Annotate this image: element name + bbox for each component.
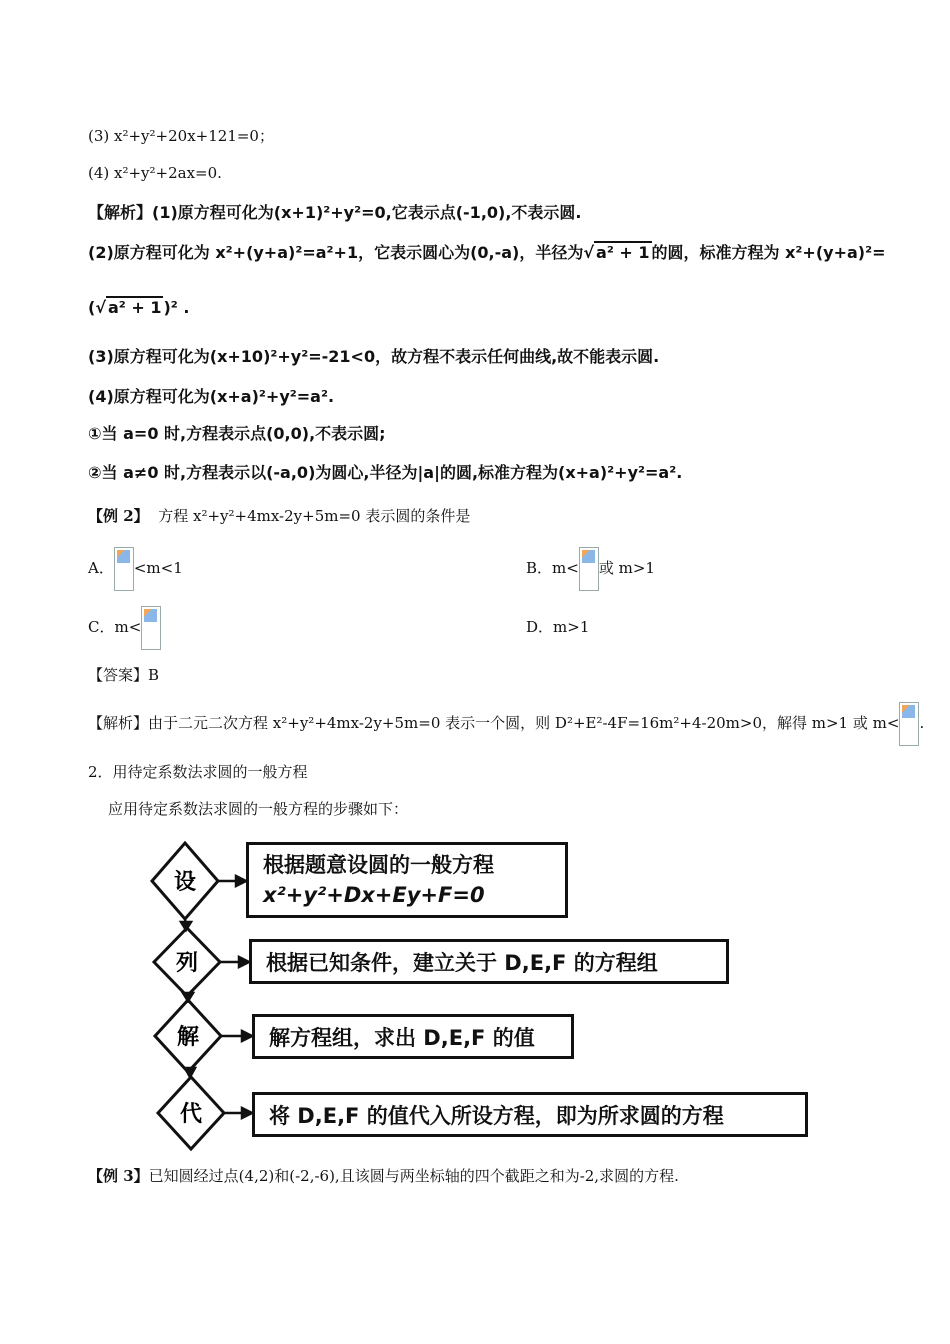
section-2-title: 2．用待定系数法求圆的一般方程 [88, 763, 308, 781]
sqrt-expression-2: √ a² + 1 [95, 298, 162, 317]
flow-node-label: 列 [175, 951, 199, 976]
flow-step-3-box: 解方程组，求出 D,E,F 的值 [252, 1014, 574, 1059]
flow-node-label: 代 [179, 1102, 203, 1127]
option-c: C．m< [88, 604, 161, 650]
analysis-text: (1)原方程可化为(x+1)²+y²=0,它表示点(-1,0),不表示圆. [152, 203, 582, 222]
item-3: (3) x²+y²+20x+121=0； [88, 127, 274, 145]
answer-line: 【答案】B [88, 666, 160, 684]
example-3-label: 【例 3】 [88, 1167, 149, 1185]
analysis-1-line-6: ②当 a≠0 时,方程表示以(-a,0)为圆心,半径为|a|的圆,标准方程为(x+a)²+y²=a². [88, 463, 683, 482]
flow-node-diamond [152, 843, 218, 919]
analysis-1-line-5: ①当 a=0 时,方程表示点(0,0),不表示圆; [88, 424, 386, 443]
option-a: A． <m<1 [88, 545, 183, 591]
flow-node-diamond [155, 1000, 221, 1072]
section-2-intro: 应用待定系数法求圆的一般方程的步骤如下： [108, 800, 409, 818]
sqrt-expression: √ a² + 1 [583, 243, 650, 262]
option-b: B．m< 或 m>1 [526, 545, 655, 591]
flow-node-diamond [154, 928, 220, 996]
flow-node-label: 设 [173, 870, 197, 895]
analysis-1-line-2-cont: (√ a² + 1 )² . [88, 298, 190, 317]
example-3 [88, 1166, 679, 1186]
analysis-1-line-4: (4)原方程可化为(x+a)²+y²=a². [88, 387, 335, 406]
flow-step-1-equation: x²+y²+Dx+Ey+F=0 [263, 883, 485, 907]
flow-node-diamond [158, 1077, 224, 1149]
example-2-label: 【例 2】 [88, 507, 149, 525]
flow-step-1-text: 根据题意设圆的一般方程 [263, 853, 494, 877]
example-2-analysis: 【解析】由于二元二次方程 x²+y²+4mx-2y+5m=0 表示一个圆，则 D²+E²-4F=16m²+4-20m>0，解得 m>1 或 m< . [88, 700, 924, 746]
analysis-1-line-2: (2)原方程可化为 x²+(y+a)²=a²+1，它表示圆心为(0,-a)，半径为√ a² + 1 的圆，标准方程为 x²+(y+a)²= [88, 243, 886, 262]
answer-value: B [148, 666, 160, 684]
analysis-1-line-3: (3)原方程可化为(x+10)²+y²=-21<0，故方程不表示任何曲线,故不能表示圆. [88, 347, 660, 366]
flow-step-1-box [246, 842, 568, 918]
example-3-text: 已知圆经过点(4,2)和(-2,-6),且该圆与两坐标轴的四个截距之和为-2,求圆的方程. [148, 1167, 679, 1185]
flow-step-2-box: 根据已知条件，建立关于 D,E,F 的方程组 [249, 939, 729, 984]
example-2-question: 方程 x²+y²+4mx-2y+5m=0 表示圆的条件是 [158, 507, 471, 525]
item-4: (4) x²+y²+2ax=0. [88, 164, 222, 182]
analysis-label: 【解析】 [88, 203, 153, 222]
flow-node-label: 解 [176, 1025, 200, 1050]
option-d: D．m>1 [526, 618, 590, 636]
flow-step-4-box: 将 D,E,F 的值代入所设方程，即为所求圆的方程 [252, 1092, 808, 1137]
